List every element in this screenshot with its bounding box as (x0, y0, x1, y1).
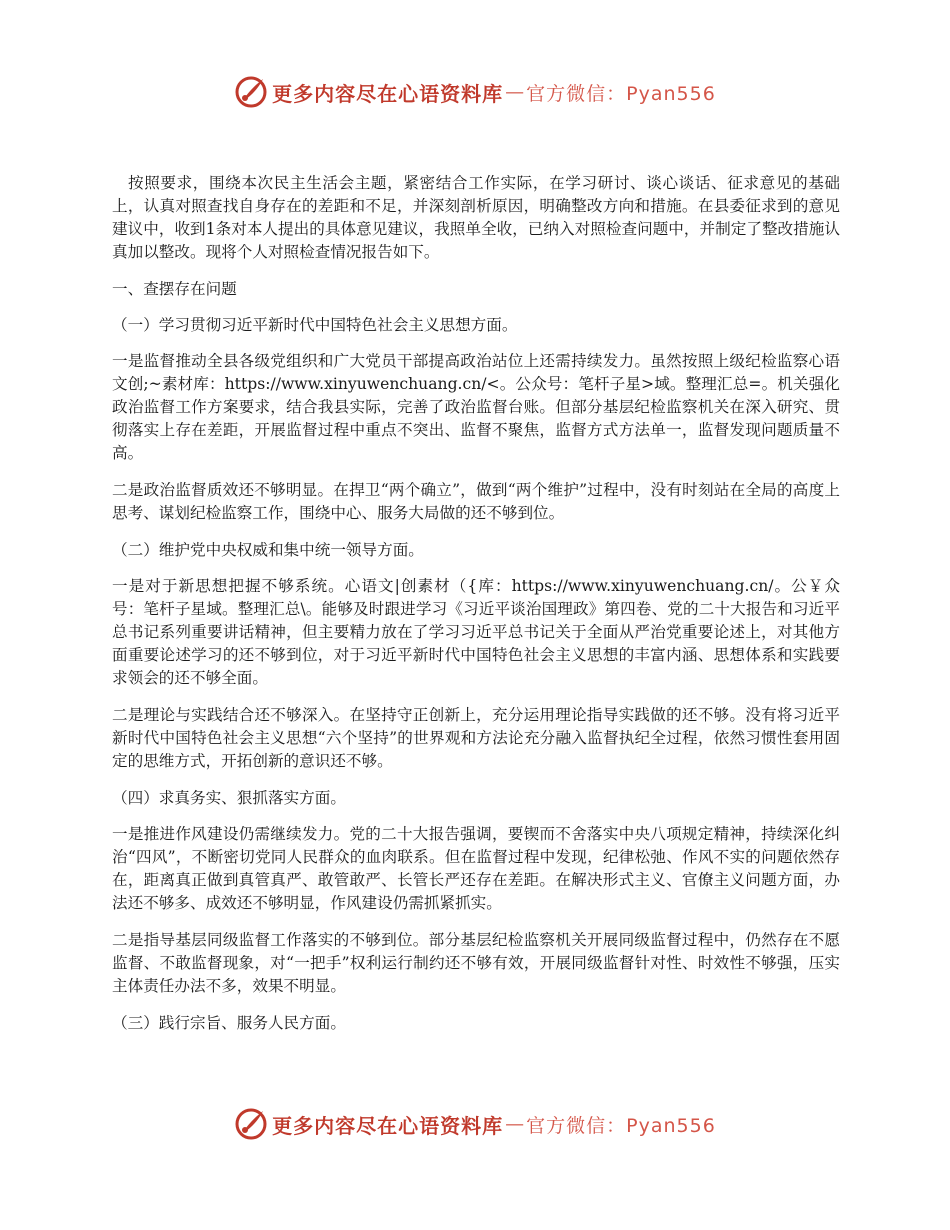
banner-separator: — (505, 81, 525, 103)
banner-separator: — (505, 1113, 525, 1135)
subsection-heading: （一）学习贯彻习近平新时代中国特色社会主义思想方面。 (112, 316, 518, 334)
banner-wechat-text: 官方微信：Pyan556 (526, 1114, 716, 1137)
intro-paragraph: 按照要求，围绕本次民主生活会主题，紧密结合工作实际，在学习研讨、谈心谈话、征求意见的基础上，认真对照查找自身存在的差距和不足，并深刻剖析原因，明确整改方向和措施。在县委征求到的意见建议中，收到1条对本人提出的具体意见建议，我照单全收，已纳入对照检查问题中，并制定了整改措施认真加以整改。现将个人对照检查情况报告如下。 (112, 174, 840, 261)
section-heading: 一、查摆存在问题 (112, 280, 237, 298)
quill-logo-icon (234, 1107, 268, 1141)
header-banner (0, 72, 950, 112)
body-paragraph: 二是指导基层同级监督工作落实的不够到位。部分基层纪检监察机关开展同级监督过程中，仍然存在不愿监督、不敢监督现象，对“一把手”权利运行制约还不够有效，开展同级监督针对性、时效性不够强，压实主体责任办法不多，效果不明显。 (112, 931, 840, 995)
banner-brand-text: 更多内容尽在心语资料库 (272, 1113, 504, 1138)
body-paragraph: 一是推进作风建设仍需继续发力。党的二十大报告强调，要锲而不舍落实中央八项规定精神，持续深化纠治“四风”，不断密切党同人民群众的血肉联系。但在监督过程中发现，纪律松弛、作风不实的问题依然存在，距离真正做到真管真严、敢管敢严、长管长严还存在差距。在解决形式主义、官僚主义问题方面，办法还不够多、成效还不够明显，作风建设仍需抓紧抓实。 (112, 825, 840, 912)
footer-banner (0, 1104, 950, 1144)
document-body (112, 172, 840, 1048)
body-paragraph: 一是对于新思想把握不够系统。心语文|创素材（{库：https://www.xinyuwenchuang.cn/。公￥众号：笔杆子星域。整理汇总\。能够及时跟进学习《习近平谈治国理政》第四卷、党的二十大报告和习近平总书记系列重要讲话精神，但主要精力放在了学习习近平总书记关于全面从严治党重要论述上，对其他方面重要论述学习的还不够到位，对于习近平新时代中国特色社会主义思想的丰富内涵、思想体系和实践要求领会的还不够全面。 (112, 577, 840, 687)
body-paragraph: 一是监督推动全县各级党组织和广大党员干部提高政治站位上还需持续发力。虽然按照上级纪检监察心语文创;~素材库：https://www.xinyuwenchuang.cn/<。公众号：笔杆子星>域。整理汇总=。机关强化政治监督工作方案要求，结合我县实际，完善了政治监督台账。但部分基层纪检监察机关在深入研究、贯彻落实上存在差距，开展监督过程中重点不突出、监督不聚焦，监督方式方法单一，监督发现问题质量不高。 (112, 352, 840, 462)
subsection-heading: （四）求真务实、狠抓落实方面。 (112, 789, 346, 807)
banner-brand-text: 更多内容尽在心语资料库 (272, 81, 504, 106)
subsection-heading: （二）维护党中央权威和集中统一领导方面。 (112, 541, 424, 559)
subsection-heading: （三）践行宗旨、服务人民方面。 (112, 1014, 346, 1032)
banner-wechat-text: 官方微信：Pyan556 (526, 82, 716, 105)
body-paragraph: 二是政治监督质效还不够明显。在捍卫“两个确立”，做到“两个维护”过程中，没有时刻站在全局的高度上思考、谋划纪检监察工作，围绕中心、服务大局做的还不够到位。 (112, 481, 840, 522)
body-paragraph: 二是理论与实践结合还不够深入。在坚持守正创新上，充分运用理论指导实践做的还不够。没有将习近平新时代中国特色社会主义思想“六个坚持”的世界观和方法论充分融入监督执纪全过程，依然习惯性套用固定的思维方式，开拓创新的意识还不够。 (112, 706, 840, 770)
quill-logo-icon (234, 75, 268, 109)
